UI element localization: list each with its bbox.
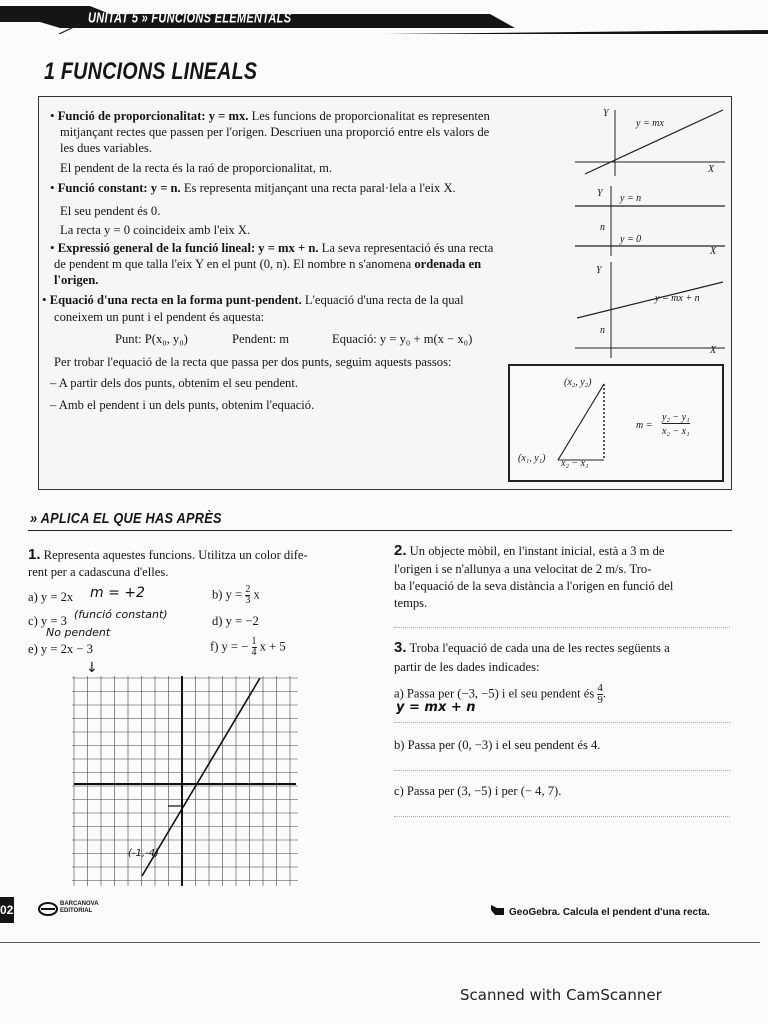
g4-numerator: y₂ − y₁	[662, 412, 690, 423]
footer-rule	[0, 942, 760, 943]
constant-title: Funció constant: y = n.	[57, 181, 181, 195]
general-ordinate-2: l'origen.	[54, 273, 99, 287]
g2-n-label: n	[600, 222, 605, 233]
formula-slope: Pendent: m	[232, 332, 290, 346]
ex1-hand-arrow: ↓	[86, 660, 98, 676]
g2-y-axis-label: Y	[597, 188, 603, 199]
ex2-line-1: l'origen i se n'allunya a una velocitat de 2 m/s. Tro-	[394, 562, 652, 576]
ex1-b-post: x	[253, 587, 260, 602]
ex1-b-pre: b) y =	[212, 587, 243, 602]
general-text2: de pendent m que talla l'eix Y en el punt (0, n). El nombre n s'anomena	[54, 257, 412, 271]
page-title: 1 FUNCIONS LINEALS	[44, 58, 258, 85]
ex1-statement	[28, 547, 378, 563]
g4-p1-label: (x₁, y₁)	[518, 453, 546, 464]
ex1-item-d: d) y = −2	[212, 614, 259, 628]
bullet-constant: • Funció constant: y = n. Es representa mitjançant una recta paral·lela a l'eix X.	[50, 180, 456, 195]
ex2-line-3: temps.	[394, 596, 428, 610]
g3-line-label: y = mx + n	[655, 293, 700, 304]
g3-n-label: n	[600, 325, 605, 336]
ex1-hand-c2: No pendent	[46, 626, 111, 639]
ex3-item-c: c) Passa per (3, −5) i per (− 4, 7).	[394, 784, 562, 798]
ex1-f-den: 4	[251, 647, 257, 658]
step-1: – A partir dels dos punts, obtenim el seu pendent.	[50, 376, 298, 390]
g1-line-label: y = mx	[636, 118, 664, 129]
page-number: 02	[0, 897, 14, 923]
ex1-b-num: 2	[245, 584, 251, 595]
g3-y-axis-label: Y	[596, 265, 602, 276]
g1-x-axis-label: X	[708, 164, 715, 175]
ex3-a-post: .	[602, 686, 607, 701]
ex3-a-den: 9	[597, 694, 603, 706]
ex3-a-answer-line[interactable]	[394, 722, 730, 723]
graph-general	[575, 262, 725, 358]
ex1-item-f	[210, 637, 286, 658]
general-text: La seva representació és una recta	[321, 241, 494, 255]
general-line2	[54, 256, 481, 272]
ex3-hand-a: y = mx + n	[396, 700, 476, 715]
proportionality-text: Les funcions de proporcionalitat es representen	[251, 109, 490, 123]
g2-x-axis-label: X	[710, 246, 717, 257]
graph-proportionality	[575, 104, 725, 176]
formula-equation: Equació: y = y₀ + m(x − x₀)	[332, 332, 473, 346]
general-title: Expressió general de la funció lineal: y = mx + n.	[57, 241, 319, 255]
g4-p2-label: (x₂, y₂)	[564, 377, 592, 388]
ex3-c-answer-line[interactable]	[394, 816, 730, 817]
ex1-f-fraction	[252, 637, 257, 658]
ex3-statement	[394, 640, 734, 656]
g4-dx-label: x₂ − x₁	[561, 458, 589, 469]
ex1-f-post: x + 5	[259, 639, 286, 654]
g2-zero-label: y = 0	[620, 234, 642, 245]
ex1-b-den: 3	[245, 595, 251, 606]
ex3-item-b: b) Passa per (0, −3) i el seu pendent és 4.	[394, 738, 601, 752]
ex3-text2: partir de les dades indicades:	[394, 660, 540, 674]
ex1-item-a: a) y = 2x	[28, 590, 74, 604]
ex2-answer-line[interactable]	[394, 627, 730, 628]
g4-m-label: m =	[636, 420, 653, 431]
section-title: » APLICA EL QUE HAS APRÈS	[30, 510, 222, 527]
geogebra-hand-icon	[490, 902, 506, 916]
bullet-general: • Expressió general de la funció lineal: y = mx + n. La seva representació és una recta	[50, 240, 494, 255]
unit-title: UNITAT 5 » FUNCIONS ELEMENTALS	[88, 11, 292, 27]
ex2-line-2: ba l'equació de la seva distància a l'origen en funció del	[394, 579, 674, 593]
constant-slope: El seu pendent és 0.	[60, 204, 161, 218]
ex1-number: 1.	[28, 546, 41, 563]
g2-line-label: y = n	[620, 193, 642, 204]
g3-x-axis-label: X	[710, 345, 717, 356]
point-slope-line2: coneixem un punt i el pendent és aquesta:	[54, 310, 265, 324]
g1-y-axis-label: Y	[603, 108, 609, 119]
scanner-watermark: Scanned with CamScanner	[460, 986, 662, 1004]
proportionality-slope: El pendent de la recta és la raó de proporcionalitat, m.	[60, 161, 333, 175]
ex1-f-num: 1	[251, 636, 257, 647]
ex3-a-pre: a) Passa per (−3, −5) i el seu pendent és	[394, 686, 595, 701]
ex1-f-pre: f) y = −	[210, 639, 249, 654]
proportionality-title: Funció de proporcionalitat: y = mx.	[57, 109, 249, 123]
proportionality-line2: mitjançant rectes que passen per l'origen. Descriuen una proporció entre els valors de	[60, 125, 490, 139]
general-ordinate: ordenada en	[414, 257, 482, 271]
ex1-item-e: e) y = 2x − 3	[28, 642, 93, 656]
g4-denominator: x₂ − x₁	[662, 426, 690, 437]
ex1-item-b	[212, 585, 260, 606]
point-slope-text: L'equació d'una recta de la qual	[304, 293, 464, 307]
bullet-proportionality: • Funció de proporcionalitat: y = mx. Les funcions de proporcionalitat es representen	[50, 108, 490, 123]
constant-text: Es representa mitjançant una recta paral·lela a l'eix X.	[183, 181, 456, 195]
proportionality-line3: les dues variables.	[60, 141, 152, 155]
ex1-hand-a: m = +2	[90, 585, 145, 601]
step-2: – Amb el pendent i un dels punts, obtenim l'equació.	[50, 398, 315, 412]
point-slope-title: Equació d'una recta en la forma punt-pendent.	[49, 293, 302, 307]
ex1-text2: rent per a cadascuna d'elles.	[28, 565, 169, 579]
ex3-b-answer-line[interactable]	[394, 770, 730, 771]
ex2-number: 2.	[394, 542, 407, 559]
ex3-text: Troba l'equació de cada una de les rectes següents a	[409, 641, 670, 655]
ex2-statement	[394, 543, 734, 559]
ex1-grid-graph	[72, 676, 298, 886]
section-rule	[28, 530, 732, 531]
ex3-number: 3.	[394, 639, 407, 656]
steps-intro: Per trobar l'equació de la recta que passa per dos punts, seguim aquests passos:	[54, 355, 452, 369]
bullet-point-slope: • Equació d'una recta en la forma punt-pendent. L'equació d'una recta de la qual	[42, 292, 464, 307]
publisher-logo-icon	[38, 902, 58, 916]
geogebra-link[interactable]: GeoGebra. Calcula el pendent d'una recta.	[509, 907, 710, 918]
ex1-hand-c: (funció constant)	[74, 608, 168, 621]
ex1-text: Representa aquestes funcions. Utilitza un color dife-	[43, 548, 308, 562]
publisher-line2: EDITORIAL	[60, 908, 93, 914]
ex1-hand-point: (-1,-4)	[128, 848, 159, 859]
formula-point: Punt: P(x₀, y₀)	[115, 332, 188, 346]
ex1-item-c: c) y = 3	[28, 614, 67, 628]
publisher-line1: BARCANOVA	[60, 901, 99, 907]
constant-axis: La recta y = 0 coincideix amb l'eix X.	[60, 223, 251, 237]
publisher-name	[60, 901, 99, 915]
ex2-line-0: Un objecte mòbil, en l'instant inicial, està a 3 m de	[409, 544, 665, 558]
ex1-b-fraction	[245, 585, 250, 606]
ex3-a-num: 4	[597, 682, 603, 694]
